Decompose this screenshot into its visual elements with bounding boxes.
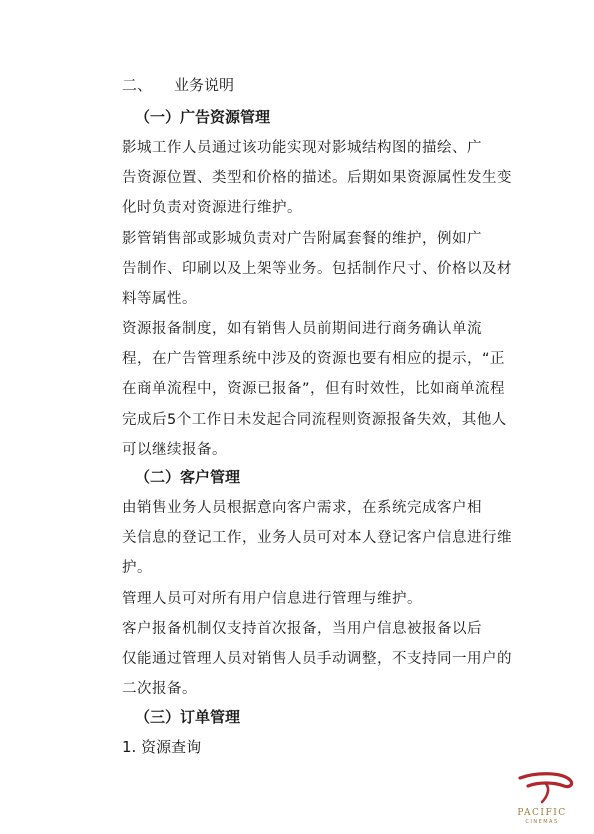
- text-line: 影管销售部或影城负责对广告附属套餐的维护，例如广: [122, 231, 482, 247]
- subsection-heading-order: （三）订单管理: [135, 708, 241, 726]
- paragraph-ad-resource-1: [122, 133, 512, 224]
- section-number: 二、: [122, 76, 153, 94]
- section-heading: [122, 74, 234, 95]
- text-line: 程，在广告管理系统中涉及的资源也要有相应的提示，“正: [122, 351, 506, 368]
- list-item-resource-query: 1. 资源查询: [122, 738, 202, 756]
- text-line: 告资源位置、类型和价格的描述。后期如果资源属性发生变: [122, 170, 512, 187]
- subsection-heading-customer: （二）客户管理: [135, 468, 241, 486]
- text-line: 管理人员可对所有用户信息进行管理与维护。: [122, 591, 422, 607]
- text-line: 仅能通过管理人员对销售人员手动调整，不支持同一用户的: [122, 651, 512, 668]
- paragraph-customer-2: [122, 584, 486, 614]
- paragraph-customer-3: [122, 614, 512, 705]
- logo-wordmark: PACIFIC: [517, 808, 567, 818]
- subsection-heading-ad-resource: （一）广告资源管理: [135, 108, 271, 126]
- text-line: 料等属性。: [122, 291, 197, 308]
- text-line: 影城工作人员通过该功能实现对影城结构图的描绘、广: [122, 140, 482, 156]
- text-line: 告制作、印刷以及上架等业务。包括制作尺寸、价格以及材: [122, 261, 512, 278]
- text-line: 完成后5个工作日未发起合同流程则资源报备失效，其他人: [122, 411, 507, 428]
- text-line: 二次报备。: [122, 681, 197, 698]
- paragraph-ad-resource-2: [122, 224, 512, 315]
- text-line: 护。: [122, 560, 152, 577]
- text-line: 客户报备机制仅支持首次报备，当用户信息被报备以后: [122, 621, 482, 637]
- paragraph-ad-resource-3: [122, 314, 507, 465]
- text-line: 由销售业务人员根据意向客户需求，在系统完成客户相: [122, 500, 482, 516]
- text-line: 可以继续报备。: [122, 441, 227, 458]
- text-line: 资源报备制度，如有销售人员前期间进行商务确认单流: [122, 321, 482, 337]
- text-line: 化时负责对资源进行维护。: [122, 200, 302, 217]
- logo-subtext: CINEMAS: [525, 819, 559, 825]
- section-title: 业务说明: [174, 76, 235, 94]
- paragraph-customer-1: [122, 493, 512, 584]
- text-line: 在商单流程中，资源已报备”，但有时效性，比如商单流程: [122, 381, 506, 398]
- text-line: 关信息的登记工作，业务人员可对本人登记客户信息进行维: [122, 530, 512, 547]
